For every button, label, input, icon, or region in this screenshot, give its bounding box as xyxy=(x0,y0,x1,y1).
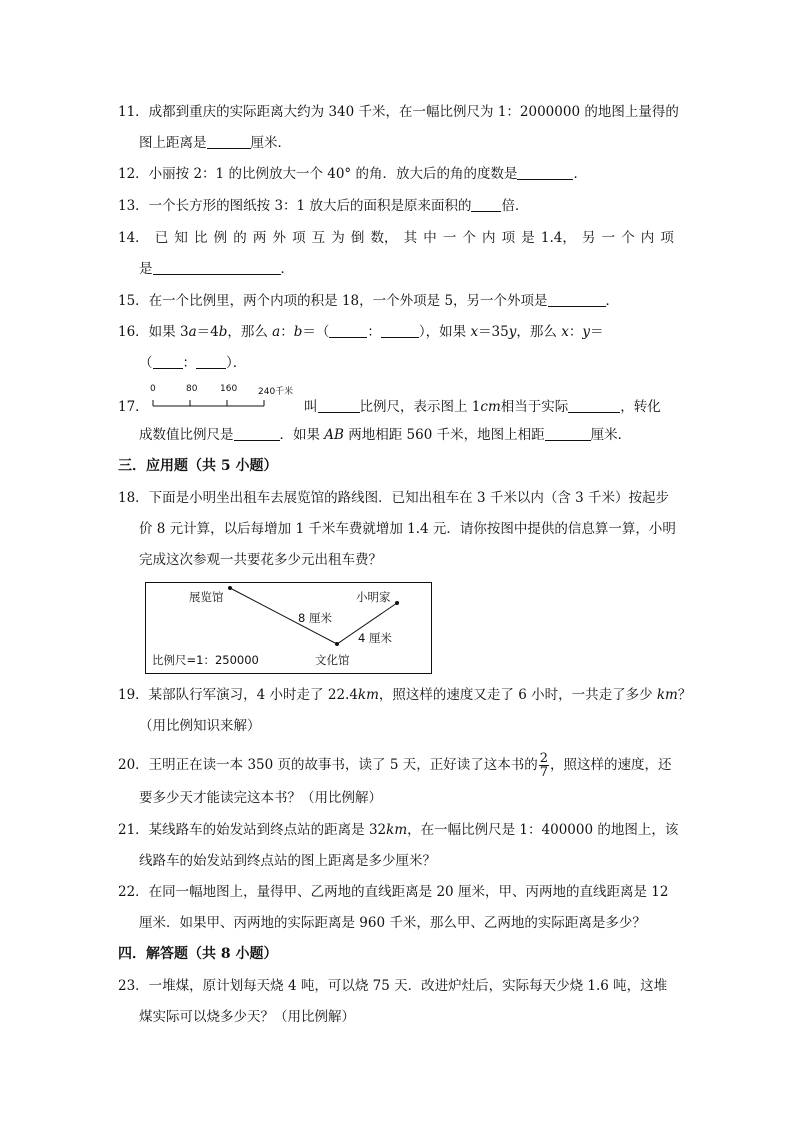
q17-blank[interactable] xyxy=(234,426,280,441)
q17-blank[interactable] xyxy=(545,426,591,441)
q21-unit: km xyxy=(386,822,408,838)
q16-text: ）． xyxy=(226,355,247,371)
q16-text: ＝ xyxy=(589,324,604,340)
q11-text: 图上距离是 xyxy=(139,135,207,151)
q17-text: 相当于实际 xyxy=(500,399,569,415)
q16-line1 xyxy=(118,323,603,341)
fraction-numerator: 2 xyxy=(539,751,548,766)
q14-char: 项 xyxy=(660,230,674,246)
home-label: 小明家 xyxy=(356,590,391,604)
q14-char: 知 xyxy=(174,230,188,246)
q19-text: 19．某部队行军演习，4 小时走了 22.4 xyxy=(118,687,358,703)
q20-line1 xyxy=(118,752,671,779)
scale-tick-label: 80 xyxy=(186,384,198,394)
fraction xyxy=(539,752,549,779)
q16-text: ，那么 xyxy=(227,324,273,340)
q17-line1 xyxy=(304,398,661,416)
q18-line1: 18．下面是小明坐出租车去展览馆的路线图．已知出租车在 3 千米以内（含 3 千米）按起步 xyxy=(118,490,670,506)
q16-var: b xyxy=(218,324,228,340)
q18-line2: 价 8 元计算，以后每增加 1 千米车费就增加 1.4 元．请你按图中提供的信息算一算，小明 xyxy=(139,521,676,537)
segment-2-label: 4 厘米 xyxy=(358,631,392,645)
q19-text: ，照这样的速度又走了 6 小时，一共走了多少 xyxy=(378,687,657,703)
q16-text: 16．如果 3 xyxy=(118,324,189,340)
q16-text: ： xyxy=(182,355,196,371)
q16-blank[interactable] xyxy=(329,323,367,338)
q17-text: 厘米． xyxy=(590,427,632,443)
q22-line1: 22．在同一幅地图上，量得甲、乙两地的直线距离是 20 厘米，甲、丙两地的直线距离是 12 xyxy=(118,884,669,900)
q17-unit: cm xyxy=(480,399,501,415)
q23-line1: 23．一堆煤，原计划每天烧 4 吨，可以烧 75 天．改进炉灶后，实际每天少烧 1.6 吨，这堆 xyxy=(118,978,668,994)
q16-text: （ xyxy=(139,355,153,371)
q17-text: ，转化 xyxy=(620,399,661,415)
q14-text: 是 xyxy=(139,261,153,277)
q17-var: AB xyxy=(324,427,344,443)
q17-text: ．如果 xyxy=(279,427,325,443)
q21-text: 21．某线路车的始发站到终点站的距离是 32 xyxy=(118,822,387,838)
q14-char: 另 xyxy=(581,230,596,246)
q12-line xyxy=(118,165,587,183)
q11-line2 xyxy=(139,134,291,152)
q16-text: ＝4 xyxy=(196,324,219,340)
q14-line2 xyxy=(139,260,294,278)
q13-blank[interactable] xyxy=(471,197,501,212)
q13-end: 倍． xyxy=(501,198,529,214)
line-scale-bar xyxy=(152,384,302,414)
q13-line xyxy=(118,197,528,215)
q14-char: 为 xyxy=(331,230,345,246)
q14-char: 数， xyxy=(370,230,398,246)
q12-end: ． xyxy=(573,166,587,182)
culture-point xyxy=(335,642,339,646)
q14-char: 内 xyxy=(640,230,655,246)
q17-text: 成数值比例尺是 xyxy=(139,427,234,443)
scale-tick-label: 0 xyxy=(150,384,156,394)
q21-line1 xyxy=(118,821,678,839)
q14-char: 1.4， xyxy=(540,230,576,246)
q16-var: x xyxy=(561,324,569,340)
fraction-denominator: 7 xyxy=(539,765,548,780)
q16-var: b xyxy=(293,324,303,340)
q16-var: y xyxy=(508,324,517,340)
section-4-heading: 四．解答题（共 8 小题） xyxy=(118,946,278,962)
q12-blank[interactable] xyxy=(517,165,573,180)
q16-text: ＝35 xyxy=(478,324,509,340)
q16-text: ，那么 xyxy=(516,324,562,340)
q16-blank[interactable] xyxy=(196,354,226,369)
q20-text: 20．王明正在读一本 350 页的故事书，读了 5 天，正好读了这本书的 xyxy=(118,757,538,773)
section-3-heading: 三．应用题（共 5 小题） xyxy=(118,458,278,474)
q16-var: y xyxy=(582,324,590,340)
q17-text: 两地相距 560 千米，地图上相距 xyxy=(343,427,545,443)
q18-line3: 完成这次参观一共要花多少元出租车费？ xyxy=(139,552,382,568)
q15-end: ． xyxy=(605,293,620,309)
q14-char: 例 xyxy=(213,230,228,246)
q14-char: 外 xyxy=(272,230,286,246)
q17-blank[interactable] xyxy=(568,398,620,413)
route-map xyxy=(145,582,432,674)
q14-char: 是 xyxy=(521,230,535,246)
q14-char: 个 xyxy=(462,230,476,246)
q16-text: ： xyxy=(280,324,294,340)
q19-unit: km xyxy=(656,687,678,703)
q14-char: 已 xyxy=(154,230,169,246)
q15-line xyxy=(118,292,619,310)
q16-var: a xyxy=(188,324,197,340)
q15-text: 15．在一个比例里，两个内项的积是 18，一个外项是 5，另一个外项是 xyxy=(118,293,548,309)
q19-unit: km xyxy=(357,687,379,703)
q14-char: 两 xyxy=(252,230,267,246)
q17-number: 17． xyxy=(118,399,149,415)
q19-line1 xyxy=(118,686,691,704)
q14-blank[interactable] xyxy=(153,260,281,275)
q21-line2: 线路车的始发站到终点站的图上距离是多少厘米？ xyxy=(139,853,436,869)
q16-var: a xyxy=(272,324,281,340)
q16-text: ＝（ xyxy=(302,324,330,340)
q16-text: ），如果 xyxy=(418,324,471,340)
q19-text: ？ xyxy=(677,687,692,703)
q14-char: 倒 xyxy=(350,230,365,246)
q16-var: x xyxy=(470,324,479,340)
q14-char: 项 xyxy=(501,230,516,246)
q14-char: 一 xyxy=(601,230,616,246)
q14-char: 项 xyxy=(292,230,306,246)
q20-text: ，照这样的速度，还 xyxy=(549,757,672,773)
q14-char: 的 xyxy=(233,230,247,246)
q17-text: 叫 xyxy=(304,399,318,415)
q13-text: 13．一个长方形的图纸按 3：1 放大后的面积是原来面积的 xyxy=(118,198,472,214)
q17-blank[interactable] xyxy=(318,398,360,413)
q11-unit: 厘米． xyxy=(250,135,291,151)
scale-tick-label: 160 xyxy=(220,384,238,394)
q16-text: ： xyxy=(367,324,381,340)
q19-line2: （用比例知识来解） xyxy=(139,718,261,734)
q14-line1 xyxy=(118,229,674,247)
q22-line2: 厘米．如果甲、丙两地的实际距离是 960 千米，那么甲、乙两地的实际距离是多少？ xyxy=(139,915,646,931)
map-scale-label: 比例尺=1：250000 xyxy=(152,653,259,667)
q15-blank[interactable] xyxy=(548,292,606,307)
q14-char: 内 xyxy=(482,230,496,246)
q14-char: 比 xyxy=(194,230,208,246)
segment-1-label: 8 厘米 xyxy=(298,611,332,625)
q17-line2 xyxy=(139,426,631,444)
q16-blank[interactable] xyxy=(153,354,183,369)
q14-char: 中 xyxy=(423,230,437,246)
q14-end: ． xyxy=(280,261,294,277)
q16-line2 xyxy=(139,354,246,372)
q16-blank[interactable] xyxy=(381,323,419,338)
scale-tick-label: 240千米 xyxy=(258,387,294,397)
exhibition-label: 展览馆 xyxy=(189,590,224,604)
q12-text: 12．小丽按 2：1 的比例放大一个 40° 的角．放大后的角的度数是 xyxy=(118,166,518,182)
q14-char: 其 xyxy=(403,230,418,246)
q21-text: ，在一幅比例尺是 1：400000 的地图上，该 xyxy=(407,822,679,838)
q11-line1: 11．成都到重庆的实际距离大约为 340 千米，在一幅比例尺为 1：2000000 的地图上量得的 xyxy=(118,104,679,120)
q14-char: 互 xyxy=(311,230,326,246)
q11-blank[interactable] xyxy=(207,134,251,149)
q14-char: 14． xyxy=(118,230,149,246)
q17-text: 比例尺，表示图上 1 xyxy=(359,399,481,415)
q16-text: ： xyxy=(568,324,583,340)
culture-label: 文化馆 xyxy=(315,653,350,667)
q23-line2: 煤实际可以烧多少天？（用比例解） xyxy=(139,1009,355,1025)
q14-char: 一 xyxy=(442,230,457,246)
q14-char: 个 xyxy=(621,230,635,246)
exhibition-point xyxy=(228,586,232,590)
q20-line2: 要多少天才能读完这本书？（用比例解） xyxy=(139,790,382,806)
home-point xyxy=(395,601,399,605)
